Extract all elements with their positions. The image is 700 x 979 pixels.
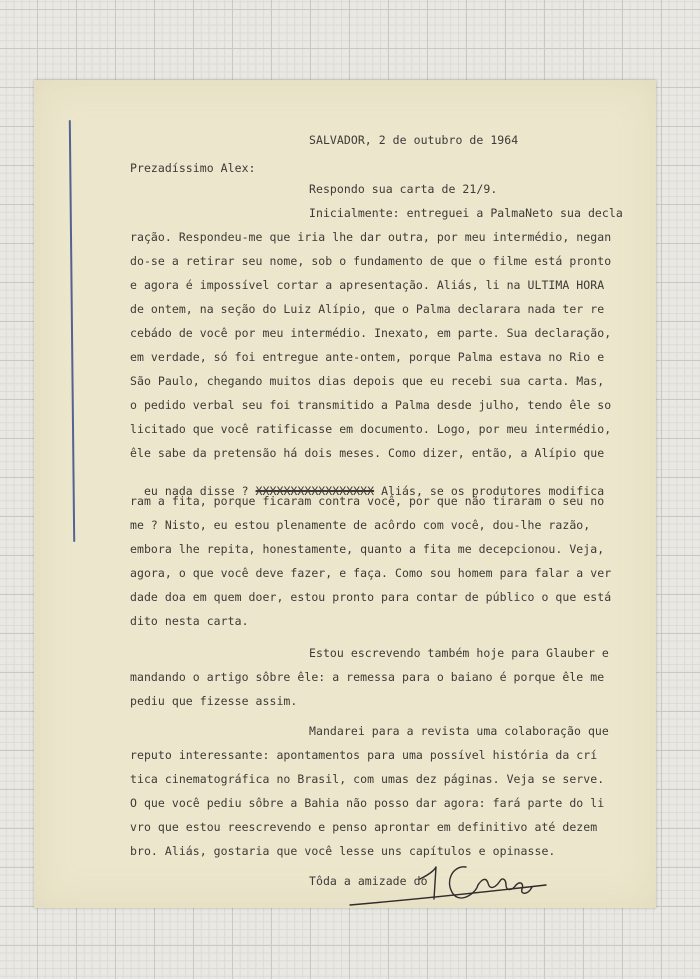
letter-line: vro que estou reescrevendo e penso aprontar em definitivo até dezem xyxy=(130,820,598,834)
letter-line: bro. Aliás, gostaria que você lesse uns capítulos e opinasse. xyxy=(130,844,556,858)
letter-line: do-se a retirar seu nome, sob o fundamento de que o filme está pronto xyxy=(130,254,612,268)
letter-line: Respondo sua carta de 21/9. xyxy=(309,182,498,196)
handwritten-signature xyxy=(316,787,556,907)
letter-line: pediu que fizesse assim. xyxy=(130,694,298,708)
salutation: Prezadíssimo Alex: xyxy=(130,161,256,175)
letter-line: reputo interessante: apontamentos para uma possível história da crí xyxy=(130,748,598,762)
letter-line: mandando o artigo sôbre êle: a remessa para o baiano é porque êle me xyxy=(130,670,605,684)
letter-line: em verdade, só foi entregue ante-ontem, porque Palma estava no Rio e xyxy=(130,350,605,364)
letter-line: dito nesta carta. xyxy=(130,614,249,628)
letter-line: São Paulo, chegando muitos dias depois que eu recebi sua carta. Mas, xyxy=(130,374,605,388)
letter-line: me ? Nisto, eu estou plenamente de acôrdo com você, dou-lhe razão, xyxy=(130,518,591,532)
letter-line: de ontem, na seção do Luiz Alípio, que o Palma declarara nada ter re xyxy=(130,302,605,316)
letter-line: Mandarei para a revista uma colaboração que xyxy=(309,724,609,738)
letter-line: tica cinematográfica no Brasil, com umas dez páginas. Veja se serve. xyxy=(130,772,605,786)
letter-line: O que você pediu sôbre a Bahia não posso dar agora: fará parte do li xyxy=(130,796,605,810)
date-line: SALVADOR, 2 de outubro de 1964 xyxy=(309,133,519,147)
letter-line: o pedido verbal seu foi transmitido a Palma desde julho, tendo êle so xyxy=(130,398,612,412)
letter-line: ram a fita, porque ficaram contra você, por que não tiraram o seu no xyxy=(130,494,605,508)
letter-line: Inicialmente: entreguei a PalmaNeto sua decla xyxy=(309,206,623,220)
closing: Tôda a amizade do xyxy=(309,874,428,888)
letter-line: e agora é impossível cortar a apresentação. Aliás, li na ULTIMA HORA xyxy=(130,278,605,292)
letter-line-end: Aliás, se os produtores modifica xyxy=(381,484,605,498)
struck-out-text: XXXXXXXXXXXXXXXXX xyxy=(255,484,375,498)
letter-line: Estou escrevendo também hoje para Glauber e xyxy=(309,646,609,660)
letter-line: cebádo de você por meu intermédio. Inexato, em parte. Sua declaração, xyxy=(130,326,612,340)
letter-line: agora, o que você deve fazer, e faça. Como sou homem para falar a ver xyxy=(130,566,612,580)
letter-line: embora lhe repita, honestamente, quanto a fita me decepcionou. Veja, xyxy=(130,542,605,556)
letter-line-start: eu nada disse ? xyxy=(143,484,249,498)
letter-line: ração. Respondeu-me que iria lhe dar outra, por meu intermédio, negan xyxy=(130,230,612,244)
letter-line: êle sabe da pretensão há dois meses. Como dizer, então, a Alípio que xyxy=(130,446,605,460)
letter-line: dade doa em quem doer, estou pronto para contar de público o que está xyxy=(130,590,612,604)
letter-line: licitado que você ratificasse em documento. Logo, por meu intermédio, xyxy=(130,422,612,436)
